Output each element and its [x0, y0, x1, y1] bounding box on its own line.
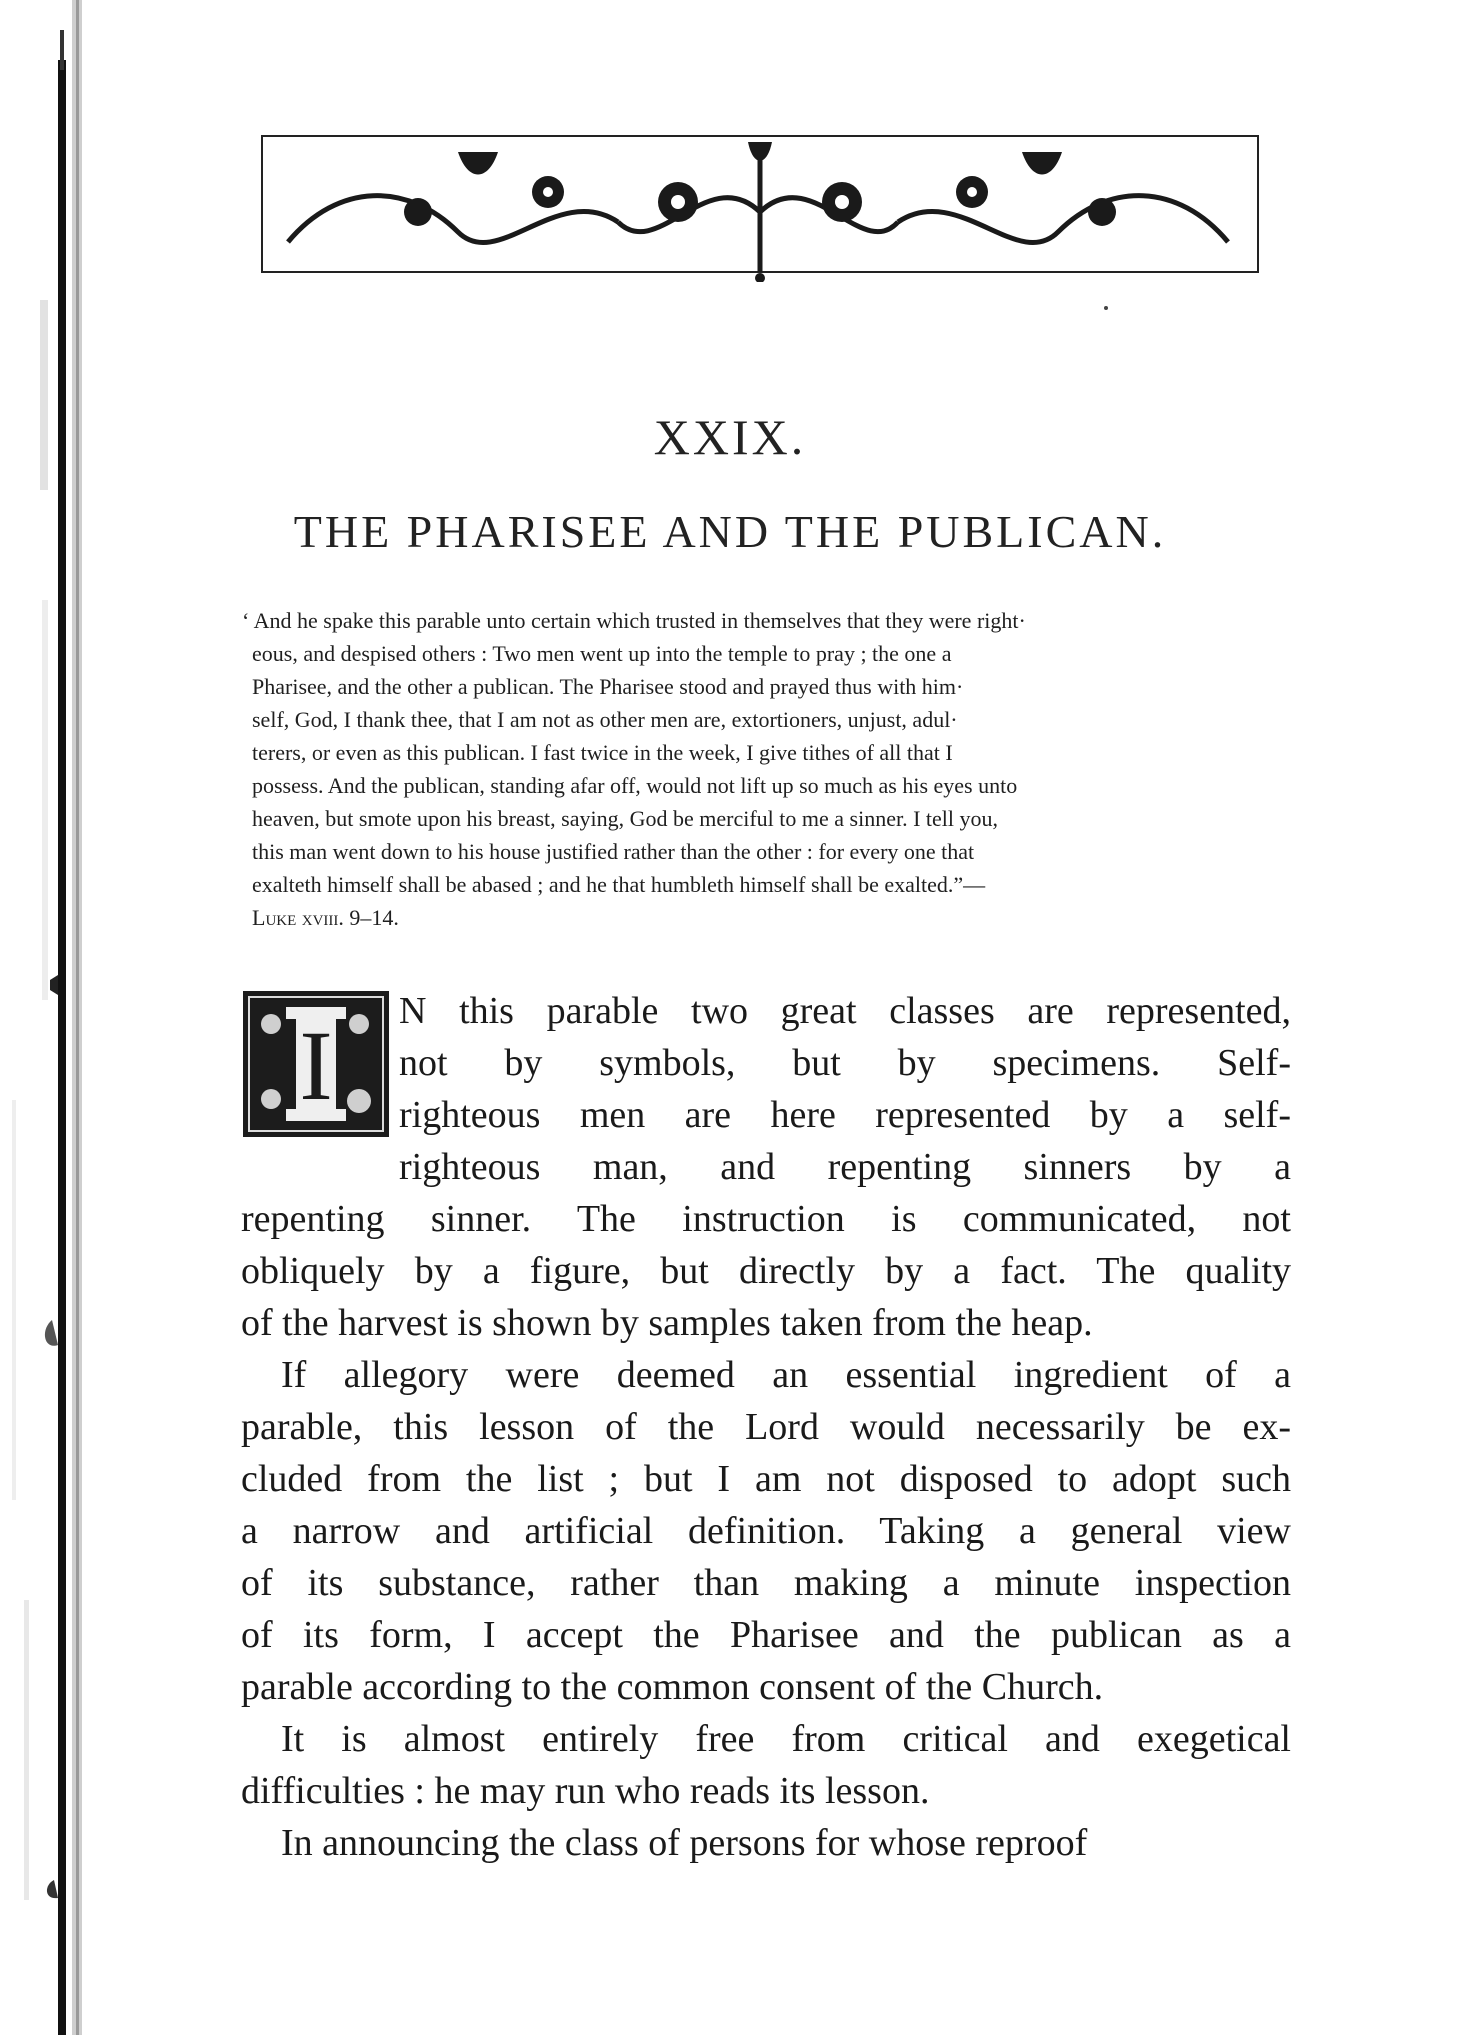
body-line: a narrow and artificial definition. Taking a general view: [241, 1510, 1291, 1552]
body-line: of the harvest is shown by samples taken from the heap.: [241, 1302, 1093, 1344]
drop-cap-letter: I: [299, 1010, 333, 1121]
epigraph-line: Pharisee, and the other a publican. The Pharisee stood and prayed thus with him·: [252, 674, 964, 699]
scan-speck: [1104, 306, 1108, 310]
body-line: parable, this lesson of the Lord would necessarily be ex-: [241, 1406, 1291, 1448]
body-line: obliquely by a figure, but directly by a fact. The quality: [241, 1250, 1291, 1292]
body-line: In announcing the class of persons for whose reproof: [281, 1822, 1088, 1864]
body-line: If allegory were deemed an essential ingredient of a: [281, 1354, 1291, 1396]
body-line: cluded from the list ; but I am not disposed to adopt such: [241, 1458, 1291, 1500]
epigraph-line: ‘ And he spake this parable unto certain which trusted in themselves that they were right·: [242, 608, 1026, 633]
body-line: righteous men are here represented by a self-: [399, 1094, 1291, 1136]
body-line: difficulties : he may run who reads its lesson.: [241, 1770, 930, 1812]
epigraph-line: heaven, but smote upon his breast, saying, God be merciful to me a sinner. I tell you,: [252, 806, 999, 831]
epigraph-line: this man went down to his house justified rather than the other : for every one that: [252, 839, 975, 864]
epigraph-quote: [242, 604, 1292, 934]
epigraph-line: self, God, I thank thee, that I am not as other men are, extortioners, unjust, adul·: [252, 707, 958, 732]
epigraph-line: possess. And the publican, standing afar off, would not lift up so much as his eyes unto: [252, 773, 1018, 798]
body-line: parable according to the common consent of the Church.: [241, 1666, 1104, 1708]
body-line: of its form, I accept the Pharisee and the publican as a: [241, 1614, 1291, 1656]
page-binding-edge: [0, 0, 120, 2035]
epigraph-line: eous, and despised others : Two men went up into the temple to pray ; the one a: [252, 641, 952, 666]
body-line: not by symbols, but by specimens. Self-: [399, 1042, 1291, 1084]
chapter-title: THE PHARISEE AND THE PUBLICAN.: [293, 506, 1167, 557]
epigraph-line: exalteth himself shall be abased ; and he that humbleth himself shall be exalted.”—: [252, 872, 986, 897]
epigraph-reference: Luke xviii. 9–14.: [252, 905, 399, 930]
body-line: N this parable two great classes are represented,: [399, 990, 1291, 1032]
body-line: righteous man, and repenting sinners by a: [399, 1146, 1291, 1188]
body-text: [241, 985, 1291, 1869]
body-line: repenting sinner. The instruction is communicated, not: [241, 1198, 1291, 1240]
body-line: of its substance, rather than making a minute inspection: [241, 1562, 1291, 1604]
body-line: It is almost entirely free from critical and exegetical: [281, 1718, 1291, 1760]
floral-headpiece: [258, 122, 1262, 282]
chapter-number: XXIX.: [653, 409, 807, 465]
epigraph-line: terers, or even as this publican. I fast twice in the week, I give tithes of all that I: [252, 740, 953, 765]
